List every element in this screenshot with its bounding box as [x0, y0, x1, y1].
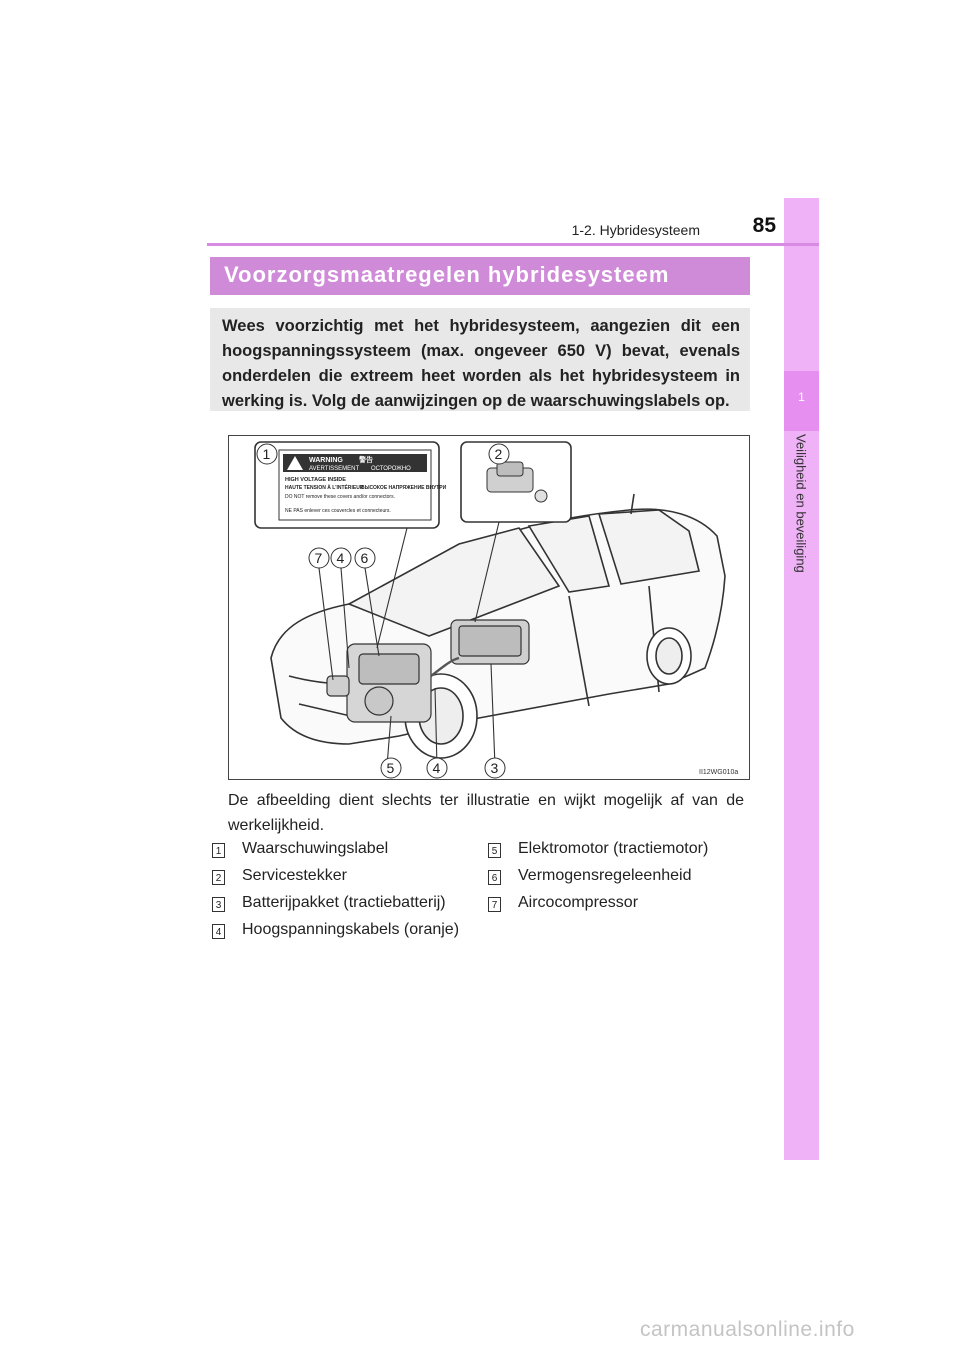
svg-text:6: 6 — [360, 550, 369, 566]
warning-label-line5: ВЫСОКОЕ НАПРЯЖЕНИЕ ВНУТРИ — [361, 485, 447, 491]
page-number: 85 — [752, 214, 776, 237]
callout-3 — [485, 758, 505, 778]
warning-label-line1: WARNING — [309, 457, 343, 464]
legend-right — [488, 840, 748, 950]
svg-text:7: 7 — [314, 550, 323, 566]
svg-text:5: 5 — [386, 760, 395, 776]
callout-5 — [381, 758, 401, 778]
watermark: carmanualsonline.info — [640, 1318, 855, 1341]
warning-label-line7: NE PAS enlever ces couvercles et connecteurs. — [285, 508, 391, 514]
car-illustration — [229, 436, 749, 779]
svg-text:1: 1 — [262, 446, 271, 462]
intro-text: Wees voorzichtig met het hybridesysteem, aangezien dit een hoogspanningssysteem (max. ongeveer 650 V) bevat, evenals onderdelen die extreem heet worden als het hybridesysteem in werking is. Volg de aanwijzingen op de waarschuwingslabels op. — [222, 317, 740, 410]
legend-label: Batterijpakket (tractiebatterij) — [242, 894, 446, 911]
svg-text:2: 2 — [494, 446, 503, 462]
callout-4a — [331, 548, 351, 568]
legend-label: Vermogensregeleenheid — [518, 867, 692, 884]
callout-2 — [489, 444, 509, 464]
warning-label-line6: DO NOT remove these covers and/or connectors. — [285, 494, 395, 500]
callout-1 — [257, 444, 277, 464]
svg-text:3: 3 — [490, 760, 499, 776]
warning-label-line2b: ОСТОРОЖНО — [371, 466, 411, 472]
legend-number: 4 — [212, 924, 225, 939]
header-rule — [207, 243, 819, 246]
legend-number: 2 — [212, 870, 225, 885]
legend-label: Servicestekker — [242, 867, 347, 884]
warning-label-line4: HAUTE TENSION À L'INTÉRIEUR — [285, 485, 364, 491]
chapter-side-tab — [784, 198, 819, 1160]
figure-code: II12WG010a — [699, 769, 739, 776]
legend-number: 6 — [488, 870, 501, 885]
svg-text:4: 4 — [336, 550, 345, 566]
callout-7 — [309, 548, 329, 568]
service-plug-inset — [461, 442, 571, 522]
legend-label: Elektromotor (tractiemotor) — [518, 840, 709, 857]
legend-label: Hoogspanningskabels (oranje) — [242, 921, 460, 938]
legend-left — [212, 840, 482, 950]
svg-text:4: 4 — [432, 760, 441, 776]
legend-number: 1 — [212, 843, 225, 858]
car-body — [271, 494, 725, 744]
chapter-number: 1 — [798, 390, 805, 404]
page-title: Voorzorgsmaatregelen hybridesysteem — [224, 262, 670, 287]
legend-number: 5 — [488, 843, 501, 858]
section-heading: 1-2. Hybridesysteem — [571, 222, 700, 238]
callout-6 — [355, 548, 375, 568]
figure-caption: De afbeelding dient slechts ter illustratie en wijkt mogelijk af van de werkelijkheid. — [228, 792, 744, 834]
legend-number: 3 — [212, 897, 225, 912]
legend-number: 7 — [488, 897, 501, 912]
warning-label-inset — [255, 442, 447, 528]
legend-label: Waarschuwingslabel — [242, 840, 389, 857]
callout-4b — [427, 758, 447, 778]
warning-label-line2: AVERTISSEMENT — [309, 466, 360, 472]
hybrid-system-figure — [228, 435, 750, 780]
legend-label: Aircocompressor — [518, 894, 639, 911]
warning-label-line1b: 警告 — [359, 457, 373, 464]
warning-label-line3: HIGH VOLTAGE INSIDE — [285, 477, 346, 483]
